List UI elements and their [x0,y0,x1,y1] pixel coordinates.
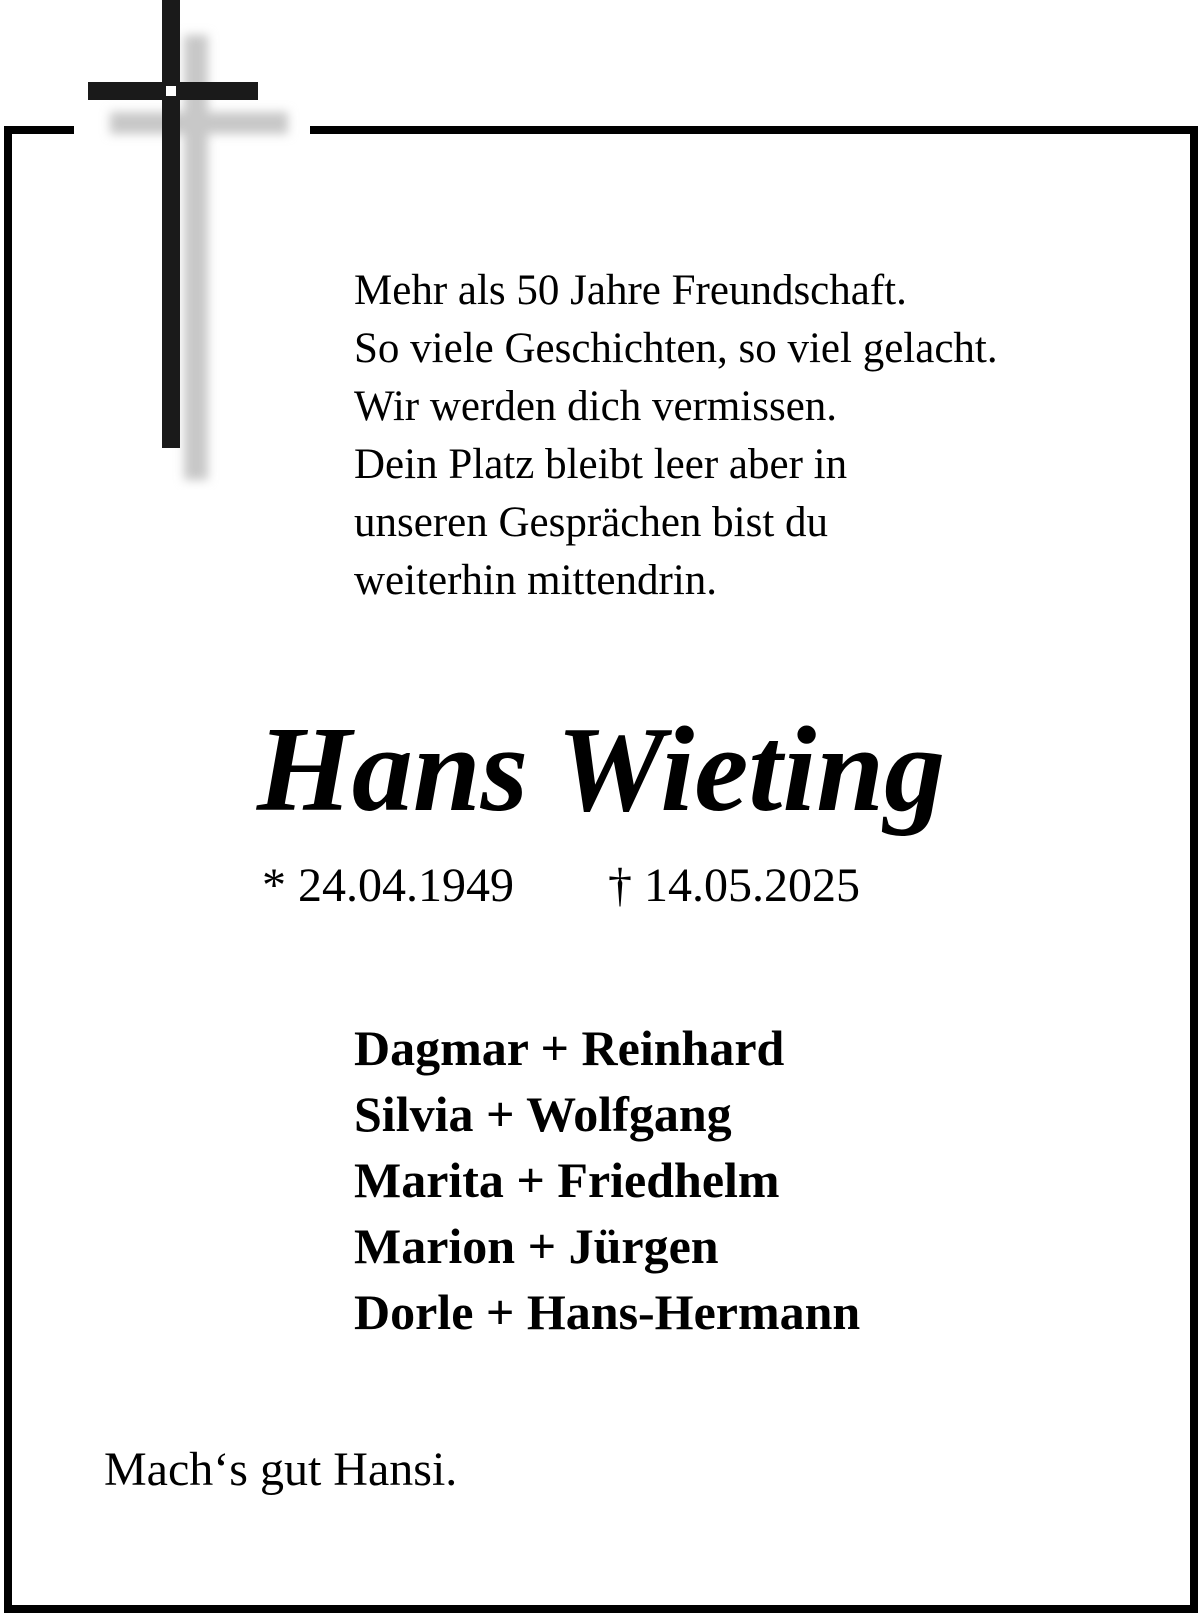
birth-date: * 24.04.1949 [262,859,514,912]
mourner-entry: Silvia + Wolfgang [354,1086,732,1142]
cross-body [88,0,258,448]
life-dates [262,858,860,914]
verse-line: Dein Platz bleibt leer aber in [354,441,848,488]
farewell-message: Mach‘s gut Hansi. [104,1443,458,1496]
verse-line: Mehr als 50 Jahre Freundschaft. [354,267,907,314]
verse-line: weiterhin mittendrin. [354,557,718,604]
mourner-entry: Marita + Friedhelm [354,1152,780,1208]
cross-center-highlight [166,86,176,96]
verse-line: unseren Gesprächen bist du [354,499,829,546]
cross-icon [80,0,300,490]
mourner-entry: Marion + Jürgen [354,1218,719,1274]
memorial-verse [354,262,1154,610]
deceased-name: Hans Wieting [256,702,946,837]
cross-shadow [110,35,288,480]
verse-line: So viele Geschichten, so viel gelacht. [354,325,998,372]
mourner-entry: Dorle + Hans-Hermann [354,1284,861,1340]
mourners-list [354,1015,860,1345]
death-date: † 14.05.2025 [608,859,860,912]
mourner-entry: Dagmar + Reinhard [354,1020,785,1076]
verse-line: Wir werden dich vermissen. [354,383,838,430]
